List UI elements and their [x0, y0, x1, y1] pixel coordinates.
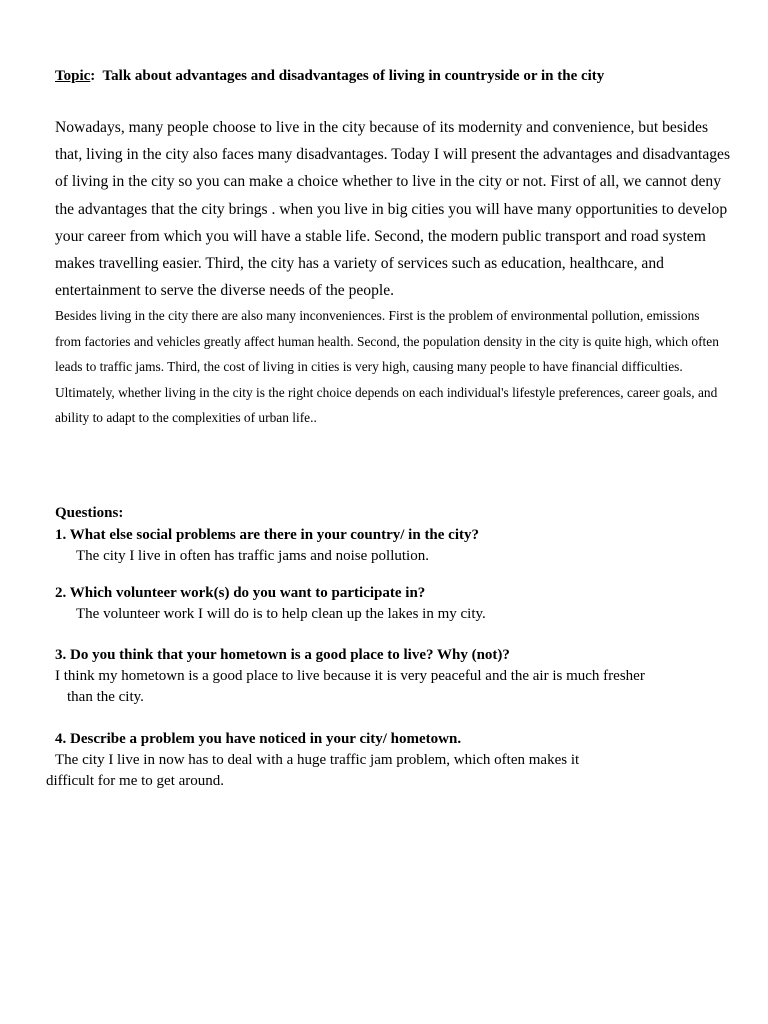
answer-text-1: The city I live in often has traffic jams and noise pollution. [76, 548, 429, 564]
topic-text: Talk about advantages and disadvantages of living in countryside or in the city [102, 68, 605, 84]
answer-text-2: The volunteer work I will do is to help clean up the lakes in my city. [76, 606, 486, 622]
answer-text-4-line-2: difficult for me to get around. [46, 773, 225, 789]
essay-paragraph-advantages: Nowadays, many people choose to live in the city because of its modernity and convenience, but besides that, living in the city also faces many disadvantages. Today I will present the advantages and disadvantages of living in the city so you can make a choice whether to live in the city or not. First of all, we cannot deny the advantages that the city brings . when you live in big cities you will have many opportunities to develop your career from which you will have a stable life. Second, the modern public transport and road system makes travelling easier. Third, the city has a variety of services such as education, healthcare, and entertainment to serve the diverse needs of the people. [55, 119, 731, 300]
questions-heading: Questions: [55, 505, 124, 521]
question-block-4 [46, 729, 670, 792]
question-text-1: 1. What else social problems are there in your country/ in the city? [55, 527, 480, 543]
essay-paragraph-disadvantages: Besides living in the city there are also many inconveniences. First is the problem of environmental pollution, emissions from factories and vehicles greatly affect human health. Second, the population density in the city is quite high, which often leads to traffic jams. Third, the cost of living in cities is very high, causing many people to have financial difficulties. Ultimately, whether living in the city is the right choice depends on each individual's lifestyle preferences, career goals, and ability to adapt to the complexities of urban life.. [55, 308, 719, 426]
question-block-3 [55, 645, 676, 708]
answer-text-4-line-1: The city I live in now has to deal with a huge traffic jam problem, which often makes it [55, 752, 580, 768]
question-text-2: 2. Which volunteer work(s) do you want to participate in? [55, 585, 426, 601]
question-text-4: 4. Describe a problem you have noticed in your city/ hometown. [55, 731, 462, 747]
question-text-3: 3. Do you think that your hometown is a good place to live? Why (not)? [55, 647, 510, 663]
topic-colon: : [90, 68, 103, 84]
topic-label: Topic [55, 68, 91, 84]
answer-text-3: I think my hometown is a good place to live because it is very peaceful and the air is much fresher than the city. [55, 668, 645, 705]
answer-text-4 [46, 750, 661, 792]
question-block-1 [55, 525, 479, 567]
topic-heading [55, 68, 745, 85]
question-block-2 [55, 583, 486, 625]
